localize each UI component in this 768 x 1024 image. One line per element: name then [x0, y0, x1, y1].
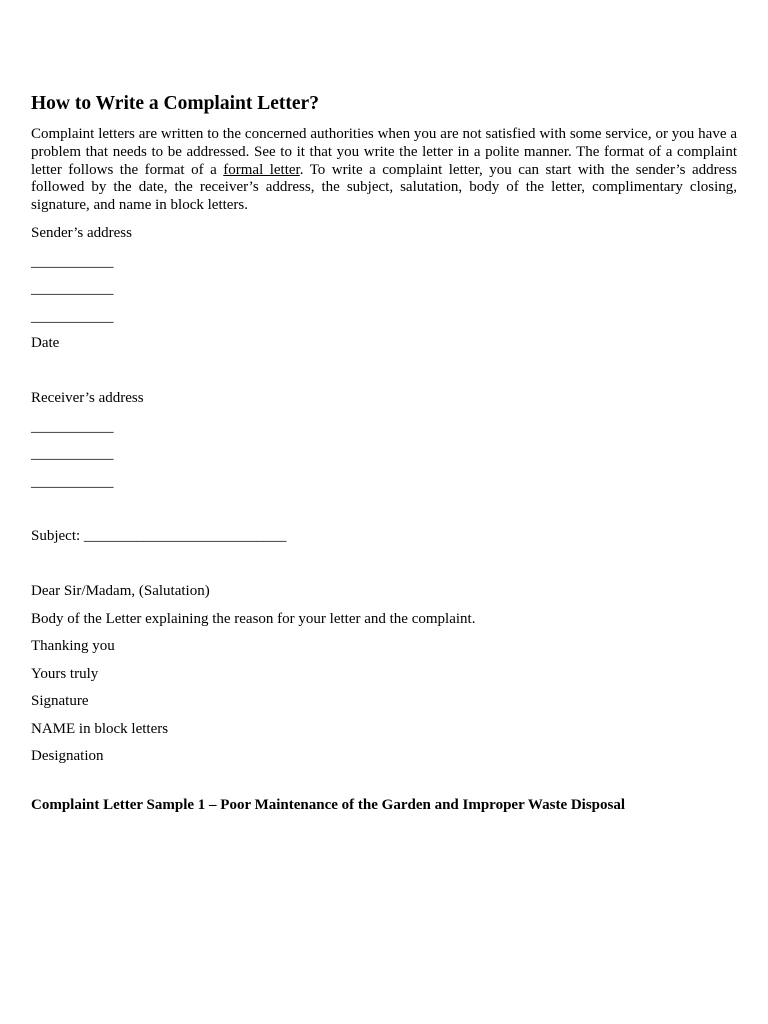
- sender-address-blank-2: ___________: [31, 281, 114, 297]
- page-title: How to Write a Complaint Letter?: [31, 93, 319, 114]
- date-label: Date: [31, 335, 60, 351]
- receiver-address-blank-2: ___________: [31, 446, 114, 462]
- receiver-address-label: Receiver’s address: [31, 390, 144, 406]
- sender-address-label: Sender’s address: [31, 225, 132, 241]
- thanking-line: Thanking you: [31, 638, 115, 654]
- closing-line: Yours truly: [31, 666, 99, 682]
- formal-letter-link[interactable]: formal letter: [223, 161, 300, 178]
- subject-line: Subject: ___________________________: [31, 528, 287, 544]
- sample-heading: Complaint Letter Sample 1 – Poor Maintenance of the Garden and Improper Waste Disposal: [31, 797, 626, 813]
- receiver-address-blank-3: ___________: [31, 474, 114, 490]
- intro-text-start: Complaint letters are written to the concerned authorities when you are not satisfied with some service, or you have a problem that needs to be addressed. See to it that you write the letter in a polite manner. The format of a complaint letter follows the format of a: [31, 126, 737, 178]
- receiver-address-blank-1: ___________: [31, 419, 114, 435]
- intro-text-end: . To write a complaint letter, you can start with the sender’s address followed by the date, the receiver’s address, the subject, salutation, body of the letter, complimentary closing, signature, and name in block letters.: [31, 161, 737, 214]
- designation-line: Designation: [31, 748, 104, 764]
- intro-paragraph: [31, 126, 737, 215]
- sender-address-blank-1: ___________: [31, 254, 114, 270]
- signature-line: Signature: [31, 693, 89, 709]
- name-block-letters-line: NAME in block letters: [31, 721, 169, 737]
- sender-address-blank-3: ___________: [31, 309, 114, 325]
- salutation-line: Dear Sir/Madam, (Salutation): [31, 583, 210, 599]
- letter-body-line: Body of the Letter explaining the reason for your letter and the complaint.: [31, 611, 476, 627]
